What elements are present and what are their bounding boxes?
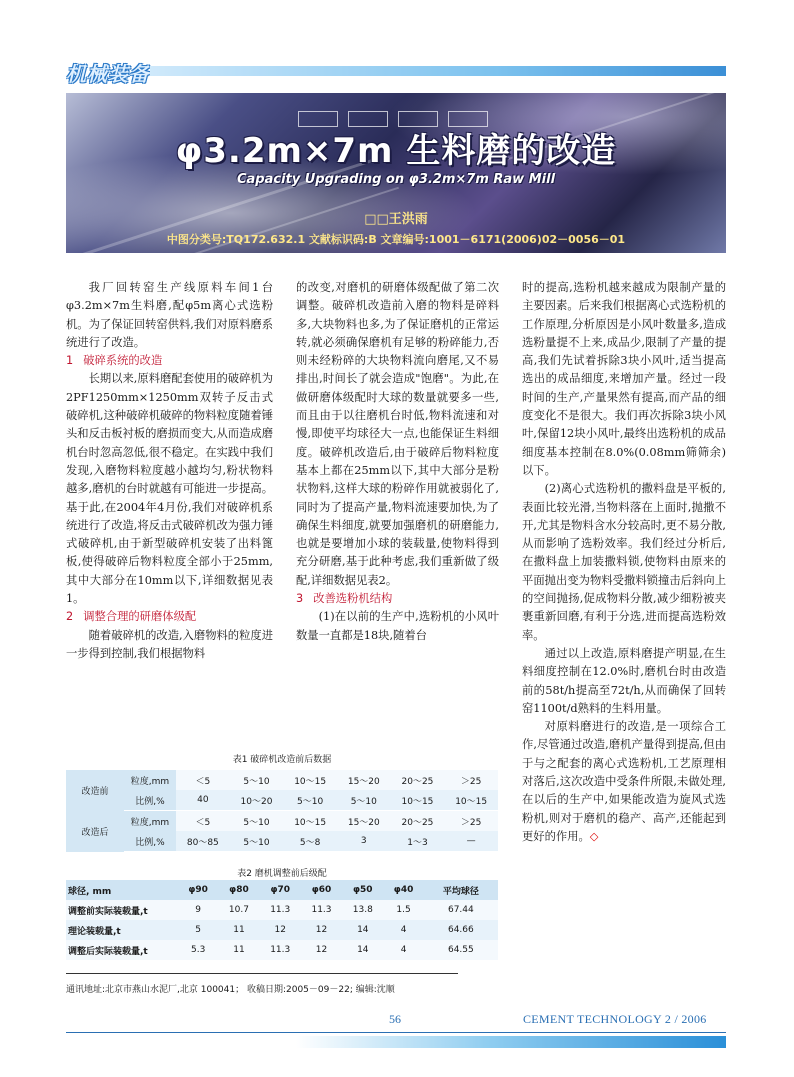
table-cell: 10～15 <box>283 770 337 790</box>
table-cell: 10～15 <box>283 811 337 832</box>
table-row-label: 调整前实际装载量,t <box>66 900 178 920</box>
table-cell: 4 <box>383 940 423 960</box>
table-cell: 5～8 <box>283 831 337 852</box>
table-1-caption: 表1 破碎机改造前后数据 <box>232 755 332 765</box>
table-cell: 11 <box>218 920 259 940</box>
paragraph: 的改变,对磨机的研磨体级配做了第二次调整。破碎机改造前入磨的物料是碎料多,大块物料也多,为了保证磨机的正常运转,就必须确保磨机有足够的粉碎能力,否则未经粉碎的大块物料流向磨尾,又不易排出,时间长了就会造成"饱磨"。为此,在做研磨体级配时大球的数量就要多一些,而且由于以往磨机台时低,物料流速和对慢,即使平均球径大一点,也能保证生料细度。破碎机改造后,由于破碎后物料粒度基本上都在25mm以下,其中大部分是粉状物料,这样大球的粉碎作用就被弱化了,同时为了提高产量,物料流速要加快,为了确保生料细度,就要加强磨机的研磨能力,也就是要增加小球的装载量,使物料得到充分研磨,基于此种考虑,我们重新做了级配,详细数据见表2。 <box>296 281 499 587</box>
table-header-row <box>66 880 498 900</box>
footnote-divider <box>66 973 458 974</box>
table-cell: 9 <box>178 900 218 920</box>
table-row-label: 调整后实际装载量,t <box>66 940 178 960</box>
paragraph: 时的提高,选粉机越来越成为限制产量的主要因素。后来我们根据离心式选粉机的工作原理,分析原因是小风叶数量多,造成选粉量提不上来,成品少,限制了产量的提高,我们先试着拆除3块小风叶,适当提高选出的成品细度,来增加产量。经过一段时间的生产,产量果然有提高,而产品的细度变化不是很大。我们再次拆除3块小风叶,保留12块小风叶,最终出选粉机的成品细度基本控制在8.0%(0.08mm筛筛余)以下。 <box>522 281 726 477</box>
section-title: 改善选粉机结构 <box>313 592 393 606</box>
table-cell: 14 <box>342 920 383 940</box>
table-header-cell: φ90 <box>178 880 218 900</box>
table-cell: 20～25 <box>391 811 445 832</box>
table-cell: 5～10 <box>283 790 337 811</box>
footnote: 通讯地址:北京市燕山水泥厂,北京 100041； 收稿日期:2005－09－22; 编辑:沈顺 <box>66 985 395 995</box>
table-row <box>66 770 498 790</box>
title-banner <box>66 93 726 253</box>
table-header-cell: 平均球径 <box>424 880 498 900</box>
page-number: 56 <box>389 1012 401 1026</box>
table-row <box>66 790 498 811</box>
footer-divider <box>66 1032 726 1033</box>
section-number: 2 <box>66 610 74 624</box>
section-tag: 机械装备 <box>66 62 150 86</box>
header-gradient-bar <box>150 66 726 76</box>
table-cell: 80～85 <box>176 831 230 852</box>
table-row-label: 理论装载量,t <box>66 920 178 940</box>
paragraph <box>522 718 726 846</box>
table-row-label: 粒度,mm <box>124 770 176 790</box>
table-row-label: 比例,% <box>124 790 176 811</box>
column-2 <box>296 279 499 645</box>
table-cell: 11.3 <box>301 900 342 920</box>
article-title-english: Capacity Upgrading on φ3.2m×7m Raw Mill <box>236 172 556 187</box>
table-cell: 10～20 <box>230 790 284 811</box>
section-heading-3 <box>296 590 499 608</box>
table-cell: 5～10 <box>230 831 284 852</box>
column-1 <box>66 279 273 663</box>
table-group-label: 改造后 <box>66 811 124 852</box>
table-row <box>66 811 498 832</box>
table-cell: 5 <box>178 920 218 940</box>
table-cell: 40 <box>176 790 230 811</box>
section-heading-2 <box>66 608 273 626</box>
table-cell: ＜5 <box>176 770 230 790</box>
table-1 <box>66 770 498 852</box>
paragraph: 长期以来,原料磨配套使用的破碎机为2PF1250mm×1250mm双转子反击式破碎机,这种破碎机破碎的物料粒度随着锤头和反击板衬板的磨损而变大,从而造成磨机台时忽高忽低,很不稳定。在实践中我们发现,入磨物料粒度越小越均匀,粉状物料越多,磨机的台时就越有可能进一步提高。基于此,在2004年4月份,我们对破碎机系统进行了改造,将反击式破碎机改为强力锤式破碎机,由于新型破碎机安装了出料篦板,使得破碎后物料粒度全部小于25mm,其中大部分在10mm以下,详细数据见表1。 <box>66 372 273 606</box>
footer-gradient-bar <box>296 1036 726 1048</box>
table-row <box>66 920 498 940</box>
table-cell: 67.44 <box>424 900 498 920</box>
table-header-cell: φ40 <box>383 880 423 900</box>
table-cell: ＜5 <box>176 811 230 832</box>
journal-name: CEMENT TECHNOLOGY 2 / 2006 <box>523 1012 707 1026</box>
table-header-cell: φ60 <box>301 880 342 900</box>
paragraph: (2)离心式选粉机的撒料盘是平板的,表面比较光滑,当物料落在上面时,抛撒不开,尤其是物料含水分较高时,更不易分散,从而影响了选粉效率。我们经过分析后,在撒料盘上加装撒料锁,使物料由原来的平面抛出变为物料受撒料锁撞击后斜向上的空间抛扬,促成物料分散,减少细粉被夹裹重新回磨,有利于分选,进而提高选粉效率。 <box>522 482 726 642</box>
table-cell: ＞25 <box>444 770 498 790</box>
table-row-label: 粒度,mm <box>124 811 176 832</box>
article-title: φ3.2m×7m 生料磨的改造 <box>175 131 617 171</box>
table-header-cell: φ50 <box>342 880 383 900</box>
end-mark-icon: ◇ <box>589 829 599 843</box>
table-cell: 5～10 <box>230 811 284 832</box>
table-cell: ＞25 <box>444 811 498 832</box>
table-cell: 12 <box>260 920 301 940</box>
table-row <box>66 831 498 852</box>
table-row <box>66 900 498 920</box>
table-header-cell: 球径, mm <box>66 880 178 900</box>
table-group-label: 改造前 <box>66 770 124 811</box>
table-row <box>66 940 498 960</box>
classification-line: 中图分类号:TQ172.632.1 文献标识码:B 文章编号:1001－6171(2006)02－0056－01 <box>166 233 626 246</box>
paragraph-text: 对原料磨进行的改造,是一项综合工作,尽管通过改造,磨机产量得到提高,但由于与之配套的离心式选粉机,工艺原理相对落后,这次改造中受条件所限,未做处理,在以后的生产中,如果能改造为旋风式选粉机,则对于磨机的稳产、高产,还能起到更好的作用。 <box>522 720 726 843</box>
table-cell: 10～15 <box>391 790 445 811</box>
paragraph: 通过以上改造,原料磨提产明显,在生料细度控制在12.0%时,磨机台时由改造前的58t/h提高至72t/h,从而确保了回转窑1100t/d熟料的生料用量。 <box>522 646 726 715</box>
table-row-label: 比例,% <box>124 831 176 852</box>
table-2 <box>66 880 498 960</box>
table-cell: 10.7 <box>218 900 259 920</box>
paragraph: 随着破碎机的改造,入磨物料的粒度进一步得到控制,我们根据物料 <box>66 628 273 660</box>
paragraph: 我厂回转窑生产线原料车间1台φ3.2m×7m生料磨,配φ5m离心式选粉机。为了保证回转窑供料,我们对原料磨系统进行了改造。 <box>66 281 273 349</box>
author-line: □□王洪雨 <box>364 212 428 227</box>
table-cell: 5～10 <box>337 790 391 811</box>
paragraph: (1)在以前的生产中,选粉机的小风叶数量一直都是18块,随着台 <box>296 610 499 642</box>
table-cell: 15～20 <box>337 811 391 832</box>
table-cell: 64.55 <box>424 940 498 960</box>
table-cell: 3 <box>337 831 391 852</box>
table-cell: 12 <box>301 940 342 960</box>
column-3 <box>522 279 726 846</box>
table-cell: 13.8 <box>342 900 383 920</box>
table-cell: 5.3 <box>178 940 218 960</box>
section-number: 1 <box>66 354 74 368</box>
table-cell: 4 <box>383 920 423 940</box>
table-cell: 14 <box>342 940 383 960</box>
section-heading-1 <box>66 352 273 370</box>
table-2-caption: 表2 磨机调整前后级配 <box>237 869 327 879</box>
table-cell: 20～25 <box>391 770 445 790</box>
table-cell: — <box>444 831 498 852</box>
table-header-cell: φ70 <box>260 880 301 900</box>
section-title: 调整合理的研磨体级配 <box>83 610 197 624</box>
table-cell: 1.5 <box>383 900 423 920</box>
section-title: 破碎系统的改造 <box>83 354 163 368</box>
table-cell: 11.3 <box>260 900 301 920</box>
table-cell: 11 <box>218 940 259 960</box>
table-cell: 5～10 <box>230 770 284 790</box>
table-cell: 1～3 <box>391 831 445 852</box>
table-cell: 15～20 <box>337 770 391 790</box>
table-cell: 12 <box>301 920 342 940</box>
table-cell: 64.66 <box>424 920 498 940</box>
table-cell: 11.3 <box>260 940 301 960</box>
table-cell: 10～15 <box>444 790 498 811</box>
table-header-cell: φ80 <box>218 880 259 900</box>
section-number: 3 <box>296 592 304 606</box>
